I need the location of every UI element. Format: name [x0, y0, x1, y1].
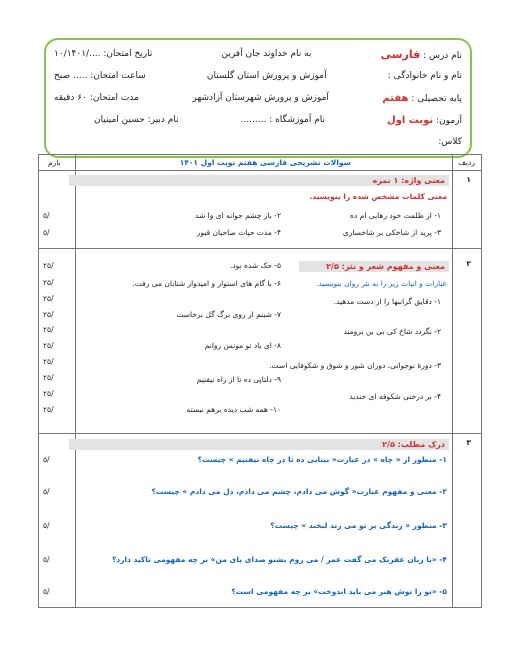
score: /۲۵: [43, 357, 54, 366]
list-item: ۱- از ظلمت خود رهایی ام ده: [350, 211, 441, 220]
grade-field: [382, 93, 462, 104]
subject-field: [381, 48, 462, 61]
divider: [39, 170, 481, 171]
divider: [452, 155, 453, 607]
list-item: ۴- «با زبان عقربک می گفت عمر / می روم بشنو صدای پای من» بر چه مفهومی تاکید دارد؟: [111, 555, 447, 564]
list-item: ۳- پرید از شاخکی بر شاخساری: [342, 228, 441, 237]
question-number: ۱: [466, 175, 471, 184]
divider: [39, 433, 481, 434]
exam-duration: مدت امتحان: ۶۰ دقیقه: [54, 93, 139, 103]
section-header: [69, 175, 449, 186]
section-title: معنی واژه: ۱ نمره: [372, 176, 445, 185]
list-item: ۵- «تو را توش هنر می باید اندوخت» بر چه مفهومی است؟: [231, 587, 447, 596]
section-header: [69, 439, 449, 450]
score: /۲۵: [43, 261, 54, 270]
section-title: معنی و مفهوم شعر و نثر: ۲/۵: [326, 262, 445, 271]
org-province: آموزش و پرورش استان گلستان: [206, 71, 327, 81]
section-title: درک مطلب: ۲/۵: [382, 440, 445, 449]
list-item: ۵- حک شده بود.: [229, 261, 281, 270]
divider: [75, 155, 76, 607]
list-item: ۱- منظور از « چاه » در عبارت« بینایی ده تا در چاه نیفتیم » چیست؟: [197, 455, 447, 464]
list-item: ۸- ای یاد تو مونس روانم: [204, 341, 281, 350]
score: /۵: [43, 555, 50, 564]
score: /۲۵: [43, 310, 54, 319]
subject-label: نام درس :: [423, 50, 462, 61]
score: /۲۵: [43, 405, 54, 414]
exam-value: نوبت اول: [386, 114, 434, 126]
question-number: ۳: [466, 438, 471, 447]
instruction: معنی کلمات مشخص شده را بنویسید.: [309, 192, 447, 201]
list-item: ۹- دلتاپی ده تا از راه نیفتیم: [196, 375, 281, 384]
student-name-label: نام و نام خانوادگی :: [387, 71, 462, 81]
score: /۵: [43, 228, 50, 237]
divider: [39, 248, 481, 249]
score: /۵: [43, 521, 50, 530]
instruction: عبارات و ابیات زیر را به نثر روان بنویسید.: [316, 279, 447, 288]
col-header-row: ردیف: [458, 158, 475, 167]
exam-date: تاریخ امتحان: ..../۱۰/۱۴۰۱: [54, 49, 153, 59]
col-header-score: بارم: [48, 158, 61, 167]
score: /۲۵: [43, 294, 54, 303]
teacher-name: نام دبیر: حسین امینیان: [94, 115, 179, 125]
exam-field: [387, 115, 462, 126]
exam-header: [44, 38, 472, 158]
class-label: کلاس:: [438, 137, 462, 147]
score: /۲۵: [43, 325, 54, 334]
list-item: ۳- دورۀ نوجوانی، دوران شور و شوق و شکوفایی است.: [269, 361, 441, 370]
list-item: ۱- دقایق گرانبها را از دست مدهید.: [333, 297, 441, 306]
score: /۲۵: [43, 278, 54, 287]
list-item: ۴- بر درختی شکوفه ای خندید: [349, 392, 441, 401]
score: /۵: [43, 455, 50, 464]
subject-value: فارسی: [380, 47, 421, 61]
section-header: [299, 261, 449, 272]
list-item: ۳- منظور « زندگی بر تو می زند لبخند » چیست؟: [270, 521, 447, 530]
score: /۲۵: [43, 341, 54, 350]
questions-table: [38, 154, 482, 608]
list-item: ۲- معنی و مفهوم عبارت« گوش می دادم، چشم می دادم، دل می دادم » چیست؟: [151, 487, 447, 496]
list-item: ۴- مدت حیات صاحبان قبور: [196, 228, 281, 237]
col-header-title: سوالات تشریحی فارسی هفتم نوبت اول ۱۴۰۱: [179, 158, 351, 167]
list-item: ۲- نگردد شاخ کی بی بن برومند: [343, 327, 441, 336]
list-item: ۱۰- همه شب دیده برهم نبسته: [186, 405, 281, 414]
grade-label: پایه تحصیلی :: [411, 93, 462, 104]
org-city: آموزش و پرورش شهرستان آزادشهر: [192, 93, 329, 103]
score: /۲۵: [43, 373, 54, 382]
score: /۵: [43, 211, 50, 220]
bismillah: به نام خداوند جان آفرین: [221, 49, 312, 59]
question-number: ۲: [466, 259, 471, 268]
list-item: ۲- باز چشم جوانه ای وا شد: [195, 211, 281, 220]
score: /۵: [43, 487, 50, 496]
score: /۵: [43, 587, 50, 596]
score: /۲۵: [43, 389, 54, 398]
grade-value: هفتم: [382, 92, 409, 104]
exam-label: آزمون:: [436, 115, 462, 126]
exam-time: ساعت امتحان: ..... صبح: [54, 71, 146, 81]
school-name: نام آموزشگاه : .........: [240, 115, 326, 125]
list-item: ۷- شبنم از روی برگ گل برخاست: [176, 310, 281, 319]
list-item: ۶- با گام های استوار و امیدوار شتابان می رفت.: [132, 279, 281, 288]
